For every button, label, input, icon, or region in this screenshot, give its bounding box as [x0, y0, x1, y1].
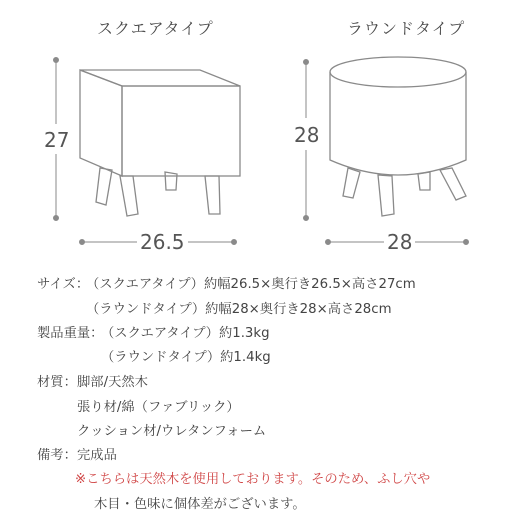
- square-stool-leg-back-left: [96, 168, 112, 205]
- square-height-label: 27: [44, 128, 70, 152]
- material-cushion: クッション材/ウレタンフォーム: [77, 424, 267, 439]
- round-width-label: 28: [384, 230, 415, 254]
- square-stool-top: [80, 70, 240, 86]
- square-width-endpoint-left: [80, 240, 85, 245]
- round-stool-leg-back: [418, 172, 430, 190]
- size-square: （スクエアタイプ）約幅26.5×奥行き26.5×高さ27cm: [86, 277, 416, 292]
- square-stool-left-side: [80, 70, 122, 176]
- round-width-endpoint-right: [464, 240, 469, 245]
- material-legs: 脚部/天然木: [77, 375, 148, 390]
- square-stool-leg-back-right: [165, 172, 177, 190]
- round-height-endpoint-top: [304, 60, 309, 65]
- notes-finished-product: 完成品: [77, 448, 117, 463]
- round-stool-drawing: [330, 57, 466, 216]
- material-label: 材質：: [37, 375, 77, 390]
- square-width-endpoint-right: [232, 240, 237, 245]
- square-height-endpoint-bottom: [54, 216, 59, 221]
- square-type-title: スクエアタイプ: [97, 19, 214, 38]
- round-type-title: ラウンドタイプ: [347, 19, 466, 38]
- stool-diagrams: [0, 0, 525, 260]
- round-stool-top: [330, 57, 466, 87]
- material-upholstery: 張り材/綿（ファブリック）: [77, 400, 240, 415]
- weight-label: 製品重量：: [37, 326, 104, 341]
- round-stool-leg-left: [343, 168, 360, 198]
- notes-individual-differences: 木目・色味に個体差がございます。: [94, 497, 306, 512]
- round-height-label: 28: [294, 123, 320, 147]
- square-stool-leg-front-right: [205, 176, 220, 214]
- square-stool-front: [122, 86, 240, 176]
- weight-square: （スクエアタイプ）約1.3kg: [101, 326, 270, 341]
- square-height-endpoint-top: [54, 58, 59, 63]
- notes-label: 備考：: [37, 448, 77, 463]
- square-stool-leg-front-left: [120, 176, 138, 216]
- square-width-label: 26.5: [137, 230, 188, 254]
- round-height-endpoint-bottom: [304, 216, 309, 221]
- weight-round: （ラウンドタイプ）約1.4kg: [101, 350, 271, 365]
- round-width-endpoint-left: [326, 240, 331, 245]
- size-label: サイズ：: [37, 277, 90, 292]
- round-stool-leg-right: [440, 168, 466, 200]
- notes-natural-wood-warning: ※こちらは天然木を使用しております。そのため、ふし穴や: [75, 472, 431, 487]
- square-stool-drawing: [80, 70, 240, 216]
- size-round: （ラウンドタイプ）約幅28×奥行き28×高さ28cm: [86, 302, 392, 317]
- round-stool-leg-front-left: [378, 175, 394, 216]
